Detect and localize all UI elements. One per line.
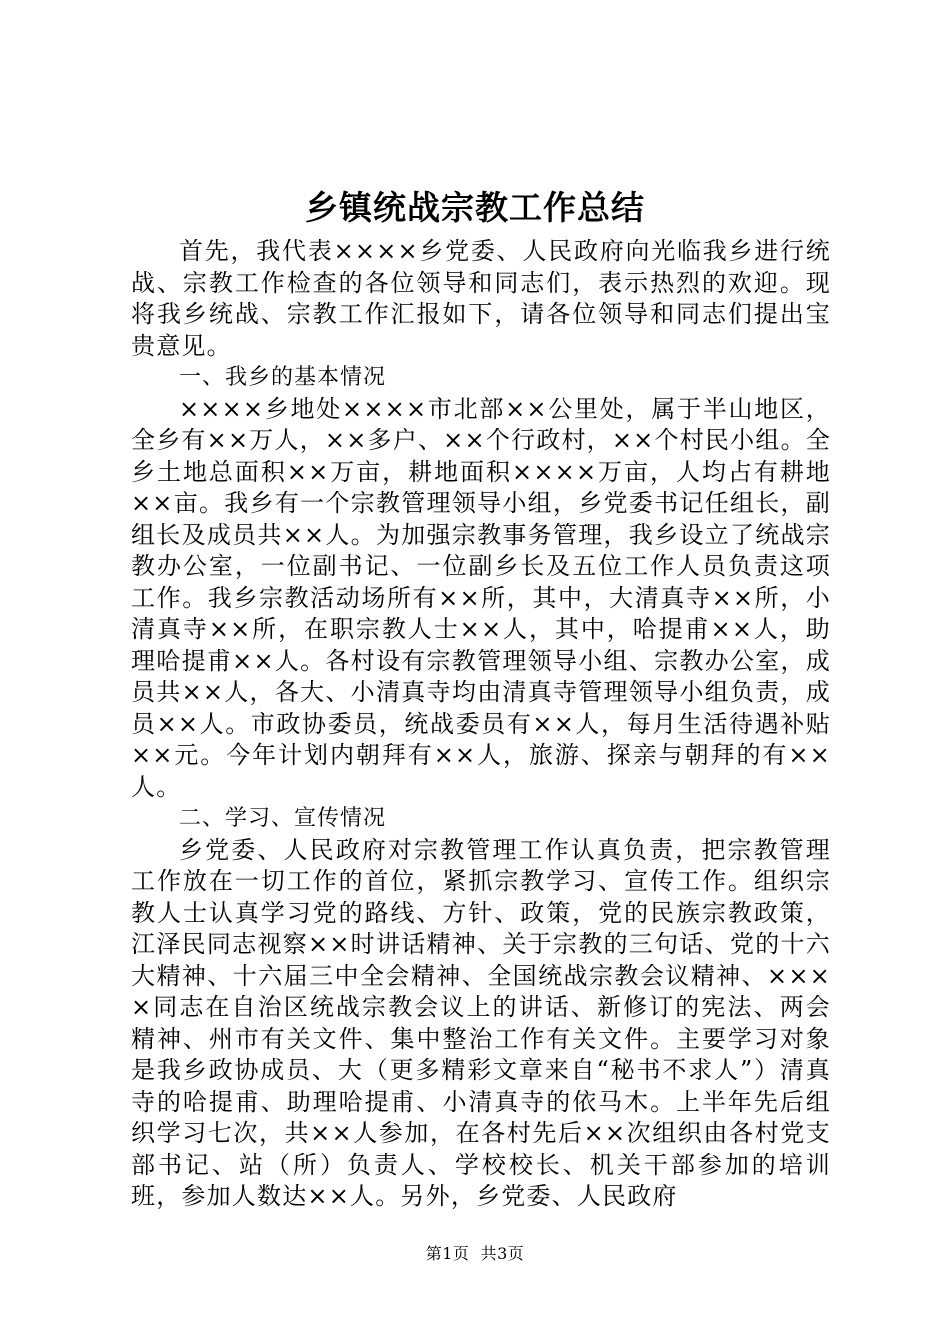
page-number-current: 第1页 <box>425 1244 470 1263</box>
section-heading-study-publicity: 二、学习、宣传情况 <box>179 806 387 831</box>
section-heading-basic-situation: 一、我乡的基本情况 <box>179 365 387 390</box>
document-body <box>131 236 831 1213</box>
basic-situation-paragraph: ××××乡地处××××市北部××公里处，属于半山地区，全乡有××万人，××多户、××个行政村，××个村民小组。全乡土地总面积××万亩，耕地面积××××万亩，人均占有耕地××亩。我乡有一个宗教管理领导小组，乡党委书记任组长，副组长及成员共××人。为加强宗教事务管理，我乡设立了统战宗教办公室，一位副书记、一位副乡长及五位工作人员负责这项工作。我乡宗教活动场所有××所，其中，大清真寺××所，小清真寺××所，在职宗教人士××人，其中，哈提甫××人，助理哈提甫××人。各村设有宗教管理领导小组、宗教办公室，成员共××人，各大、小清真寺均由清真寺管理领导小组负责，成员××人。市政协委员，统战委员有××人，每月生活待遇补贴××元。今年计划内朝拜有××人，旅游、探亲与朝拜的有××人。 <box>131 394 831 801</box>
study-publicity-paragraph: 乡党委、人民政府对宗教管理工作认真负责，把宗教管理工作放在一切工作的首位，紧抓宗教学习、宣传工作。组织宗教人士认真学习党的路线、方针、政策，党的民族宗教政策，江泽民同志视察××时讲话精神、关于宗教的三句话、党的十六大精神、十六届三中全会精神、全国统战宗教会议精神、××××同志在自治区统战宗教会议上的讲话、新修订的宪法、两会精神、州市有关文件、集中整治工作有关文件。主要学习对象是我乡政协成员、大（更多精彩文章来自“秘书不求人”）清真寺的哈提甫、助理哈提甫、小清真寺的依马木。上半年先后组织学习七次，共××人参加，在各村先后××次组织由各村党支部书记、站（所）负责人、学校校长、机关干部参加的培训班，参加人数达××人。另外，乡党委、人民政府 <box>131 835 831 1210</box>
document-title: 乡镇统战宗教工作总结 <box>305 188 645 227</box>
intro-paragraph: 首先，我代表××××乡党委、人民政府向光临我乡进行统战、宗教工作检查的各位领导和同志们，表示热烈的欢迎。现将我乡统战、宗教工作汇报如下，请各位领导和同志们提出宝贵意见。 <box>131 237 831 360</box>
page-number-total: 共3页 <box>480 1244 525 1263</box>
page-footer <box>0 1243 950 1265</box>
